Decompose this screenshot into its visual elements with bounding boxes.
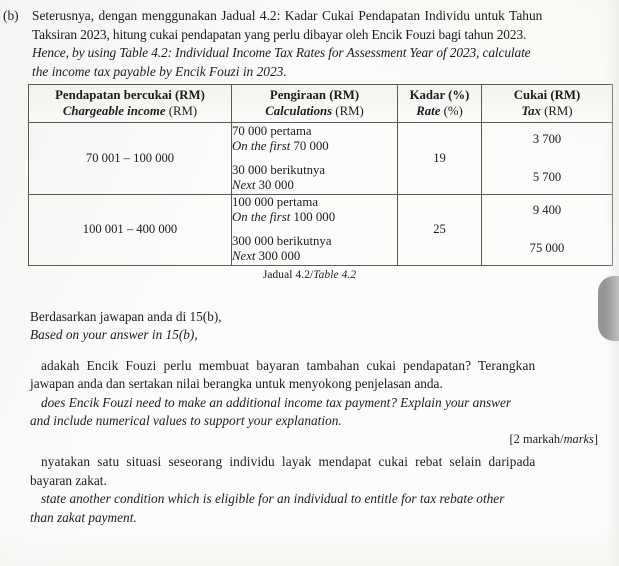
- part-ii-paragraph: [30, 453, 610, 527]
- tax-value-next: 75 000: [529, 240, 565, 255]
- header-rate-en-italic: Rate: [416, 103, 441, 118]
- question-ms-line-2: Taksiran 2023, hitung cukai pendapatan yang perlu dibayar oleh Encik Fouzi bagi tahun 2023.: [32, 26, 527, 42]
- part-ii-en-line-2: than zakat payment.: [30, 509, 137, 525]
- question-en-line-2: the income tax payable by Encik Fouzi in 2023.: [32, 63, 287, 79]
- question-body: [32, 7, 610, 81]
- part-i-ms-line-2: jawapan anda dan sertakan nilai berangka untuk menyokong penjelasan anda.: [30, 376, 443, 392]
- part-i-en-line-2: and include numerical values to support your explanation.: [30, 413, 342, 429]
- header-calculations: [232, 85, 398, 123]
- question-ms-line-1: Seterusnya, dengan menggunakan Jadual 4.2: Kadar Cukai Pendapatan Individu untuk Tahun: [32, 8, 543, 23]
- spacer: [30, 345, 610, 352]
- cell-tax-bracket-2: [482, 195, 613, 266]
- tax-rate-table: [28, 84, 613, 266]
- calc-first-en-italic: On the first: [232, 139, 291, 154]
- part-ii-ms-line-1: nyatakan satu situasi seseorang individu layak mendapat cukai rebat selain daripada: [41, 454, 536, 470]
- table-caption-en: Table 4.2: [313, 269, 357, 281]
- calc-next-en: [232, 249, 397, 264]
- marks-close: ]: [593, 432, 598, 447]
- question-en-line-1: Hence, by using Table 4.2: Individual Income Tax Rates for Assessment Year of 2023, calculate: [32, 45, 531, 61]
- table-row: [29, 123, 613, 195]
- calc-first-en-italic: On the first: [232, 210, 291, 225]
- cell-income-bracket-2: 100 001 – 400 000: [29, 195, 232, 266]
- tax-value-next: 5 700: [532, 169, 562, 184]
- page-bottom-shadow: [0, 526, 619, 566]
- header-rate-ms: Kadar (%): [409, 87, 470, 102]
- header-chargeable-income-en-italic: Chargeable income: [62, 103, 166, 118]
- calc-first-en-rest: 100 000: [290, 210, 336, 225]
- cell-calculations-bracket-2: [232, 195, 398, 266]
- calc-first-ms: 70 000 pertama: [232, 123, 312, 138]
- header-tax: [482, 85, 613, 123]
- calc-group-next: [232, 163, 397, 194]
- table-header-row: [29, 85, 613, 123]
- lower-text-block: [30, 308, 610, 527]
- marks-allocation: [30, 431, 610, 448]
- header-calculations-ms: Pengiraan (RM): [269, 87, 360, 102]
- calc-first-ms: 100 000 pertama: [232, 195, 318, 209]
- based-on-en: Based on your answer in 15(b),: [30, 327, 198, 343]
- calc-next-en-italic: Next: [232, 177, 256, 192]
- calc-first-en: [232, 139, 397, 154]
- header-chargeable-income-ms: Pendapatan bercukai (RM): [55, 87, 205, 102]
- marks-ms: [2 markah/: [509, 432, 564, 447]
- calc-next-ms: 30 000 berikutnya: [232, 162, 326, 177]
- header-calculations-en-rest: (RM): [332, 103, 364, 118]
- part-i-ms-line-1: adakah Encik Fouzi perlu membuat bayaran tambahan cukai pendapatan? Terangkan: [41, 357, 536, 373]
- header-tax-en: [482, 104, 612, 120]
- part-i-paragraph: [30, 357, 610, 449]
- calc-next-en-italic: Next: [232, 249, 256, 264]
- calc-next-en-rest: 30 000: [255, 177, 294, 192]
- table-header: [29, 85, 613, 123]
- calc-group-first: [232, 195, 397, 226]
- tax-value-first: 9 400: [532, 203, 562, 218]
- header-calculations-en: [232, 104, 397, 120]
- cell-tax-bracket-1: [482, 123, 613, 195]
- table-body: [29, 123, 613, 266]
- cell-rate-bracket-1: 19: [398, 123, 482, 195]
- table-caption-ms: Jadual 4.2/: [262, 269, 314, 281]
- header-tax-en-italic: Tax: [521, 103, 541, 118]
- header-chargeable-income: [29, 85, 232, 123]
- based-on-ms: Berdasarkan jawapan anda di 15(b),: [30, 309, 222, 324]
- calc-next-en: [232, 178, 397, 193]
- header-rate: [398, 85, 482, 123]
- part-ii-en-line-1: state another condition which is eligible for an individual to entitle for tax rebate other: [41, 491, 505, 507]
- tax-value-first: 3 700: [532, 132, 562, 147]
- page-edge-shadow: [605, 0, 619, 566]
- header-tax-ms: Cukai (RM): [513, 87, 581, 102]
- cell-income-bracket-1: 70 001 – 100 000: [29, 123, 232, 195]
- header-rate-en: [398, 104, 481, 120]
- header-calculations-en-italic: Calculations: [265, 103, 333, 118]
- header-rate-en-rest: (%): [440, 103, 463, 118]
- calc-next-ms: 300 000 berikutnya: [232, 233, 332, 248]
- calc-first-en-rest: 70 000: [290, 139, 329, 154]
- part-i-en-line-1: does Encik Fouzi need to make an additional income tax payment? Explain your answer: [41, 394, 512, 410]
- header-chargeable-income-en: [29, 104, 231, 120]
- header-chargeable-income-en-rest: (RM): [165, 103, 198, 118]
- calc-next-en-rest: 300 000: [255, 249, 301, 264]
- question-marker: (b): [3, 8, 19, 23]
- calc-group-first: [232, 124, 397, 155]
- cell-rate-bracket-2: 25: [398, 195, 482, 266]
- question-b-block: [3, 7, 615, 81]
- marks-en: marks: [563, 432, 594, 447]
- header-tax-en-rest: (RM): [540, 103, 573, 118]
- calc-group-next: [232, 234, 397, 265]
- table-row: [29, 195, 613, 266]
- calc-first-en: [232, 210, 397, 225]
- table-caption: [0, 269, 619, 281]
- cell-calculations-bracket-1: [232, 123, 398, 195]
- part-ii-ms-line-2: bayaran zakat.: [30, 472, 107, 488]
